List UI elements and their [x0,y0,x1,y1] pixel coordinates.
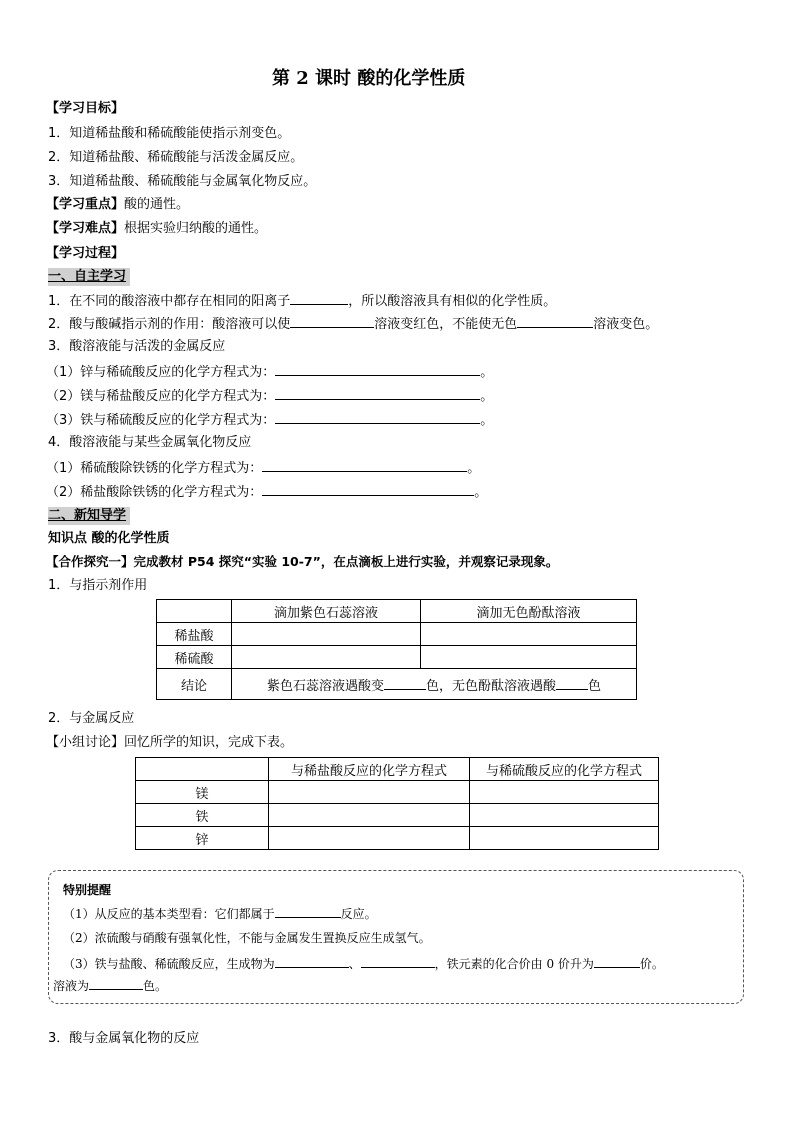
table-header: 滴加紫色石蕊溶液 [232,600,421,623]
reminder-heading: 特别提醒 [63,883,112,897]
table-row [136,758,659,781]
q3-item-text: （2）镁与稀盐酸反应的化学方程式为： [46,389,276,404]
reminder-line-3 [63,955,664,973]
reminder-blank[interactable] [275,955,349,968]
q4-item-text: （1）稀硫酸除铁锈的化学方程式为： [46,461,263,476]
q2-text-a: 2．酸与酸碱指示剂的作用：酸溶液可以使 [48,317,291,332]
conclusion-text-a: 紫色石蕊溶液遇酸变 [266,678,384,694]
q1-text-a: 1．在不同的酸溶液中都存在相同的阳离子 [48,294,291,309]
q3-blank[interactable] [275,410,480,424]
table-header: 滴加无色酚酞溶液 [421,600,637,623]
q3-item-text: （3）铁与稀硫酸反应的化学方程式为： [46,413,276,428]
objective-item: 3．知道稀盐酸、稀硫酸能与金属氧化物反应。 [48,174,317,189]
objectives-heading: 【学习目标】 [46,101,125,116]
q3-item [46,386,493,406]
q3-blank[interactable] [275,362,480,376]
q3-item [46,410,493,430]
q2-blank-1[interactable] [290,314,374,328]
q3-end: 。 [480,365,494,380]
table-cell[interactable] [269,827,470,850]
reminder-line-2: （2）浓硫酸与硝酸有强氧化性，不能与金属发生置换反应生成氢气。 [63,931,431,945]
focus-label: 【学习重点】 [46,197,125,212]
row-label: 结论 [157,669,232,700]
reminder-blank[interactable] [89,977,143,990]
metal-table [135,757,659,850]
row-label: 稀硫酸 [157,646,232,669]
table-cell[interactable] [269,804,470,827]
table-cell[interactable] [232,623,421,646]
q2-blank-2[interactable] [517,314,593,328]
reminder-blank[interactable] [594,955,640,968]
table-row [157,646,637,669]
indicator-table [156,599,637,700]
q1-line [48,291,556,311]
sub-heading-metal-oxide: 3．酸与金属氧化物的反应 [48,1031,200,1046]
row-label: 稀盐酸 [157,623,232,646]
q2-text-b: 溶液变红色，不能使无色 [374,317,518,332]
q3-end: 。 [480,413,494,428]
sub-heading-indicator: 1．与指示剂作用 [48,578,148,593]
q2-text-c: 溶液变色。 [593,317,659,332]
reminder-text: 价。 [639,957,664,971]
focus-text: 酸的通性。 [124,197,190,212]
difficulty-label: 【学习难点】 [46,221,125,236]
table-header: 与稀盐酸反应的化学方程式 [269,758,470,781]
table-header: 与稀硫酸反应的化学方程式 [470,758,659,781]
q3-blank[interactable] [275,386,480,400]
table-cell[interactable] [470,827,659,850]
reminder-line-4 [53,977,167,995]
reminder-text: 色。 [143,979,168,993]
conclusion-text-c: 色 [588,678,602,694]
q4-heading: 4．酸溶液能与某些金属氧化物反应 [48,435,252,450]
table-cell[interactable] [470,781,659,804]
q2-line [48,314,658,334]
table-row [136,804,659,827]
q4-end: 。 [467,461,481,476]
table-row [136,781,659,804]
discussion-instruction: 【小组讨论】回忆所学的知识，完成下表。 [46,735,294,750]
conclusion-text-b: 色，无色酚酞溶液遇酸 [425,678,556,694]
reminder-line-1 [63,905,377,923]
table-cell[interactable] [421,623,637,646]
q4-blank[interactable] [262,482,474,496]
row-label: 镁 [136,781,269,804]
objective-item: 2．知道稀盐酸、稀硫酸能与活泼金属反应。 [48,150,304,165]
q3-item-text: （1）锌与稀硫酸反应的化学方程式为： [46,365,276,380]
q3-heading: 3．酸溶液能与活泼的金属反应 [48,339,226,354]
reminder-text: ，铁元素的化合价由 0 价升为 [434,957,594,971]
reminder-text: （3）铁与盐酸、稀硫酸反应，生成物为 [63,957,275,971]
section2-heading: 二、新知导学 [48,507,130,525]
table-row [157,623,637,646]
table-header-empty [136,758,269,781]
table-cell[interactable] [269,781,470,804]
reminder-text: 溶液为 [53,979,90,993]
reminder-text: 反应。 [340,907,377,921]
difficulty-line [46,220,267,238]
q1-text-b: ，所以酸溶液具有相似的化学性质。 [348,294,557,309]
explore-instruction: 【合作探究一】完成教材 P54 探究“实验 10-7”，在点滴板上进行实验，并观察记录现象。 [46,554,559,569]
q3-end: 。 [480,389,494,404]
q3-item [46,362,493,382]
q4-item [46,482,487,502]
page-title: 第 2 课时 酸的化学性质 [272,68,466,89]
reminder-blank[interactable] [275,905,341,918]
q4-blank[interactable] [262,458,467,472]
q4-item [46,458,480,478]
conclusion-blank-2[interactable] [556,676,588,690]
table-cell[interactable] [232,646,421,669]
conclusion-blank-1[interactable] [384,676,426,690]
focus-line [46,196,189,214]
q1-blank[interactable] [290,291,348,305]
table-row [136,827,659,850]
table-cell[interactable] [470,804,659,827]
sub-heading-metal: 2．与金属反应 [48,711,135,726]
special-reminder-box [48,870,744,1004]
reminder-text: 、 [348,957,361,971]
row-label: 锌 [136,827,269,850]
table-row [157,600,637,623]
objective-item: 1．知道稀盐酸和稀硫酸能使指示剂变色。 [48,126,291,141]
table-cell[interactable] [421,646,637,669]
knowledge-point: 知识点 酸的化学性质 [48,531,170,546]
table-row [157,669,637,700]
table-header-empty [157,600,232,623]
difficulty-text: 根据实验归纳酸的通性。 [124,221,268,236]
reminder-blank[interactable] [361,955,435,968]
q4-item-text: （2）稀盐酸除铁锈的化学方程式为： [46,485,263,500]
reminder-text: （1）从反应的基本类型看：它们都属于 [63,907,275,921]
q4-end: 。 [474,485,488,500]
conclusion-cell [232,669,637,700]
section1-heading: 一、自主学习 [48,268,130,286]
row-label: 铁 [136,804,269,827]
process-heading: 【学习过程】 [46,246,125,261]
